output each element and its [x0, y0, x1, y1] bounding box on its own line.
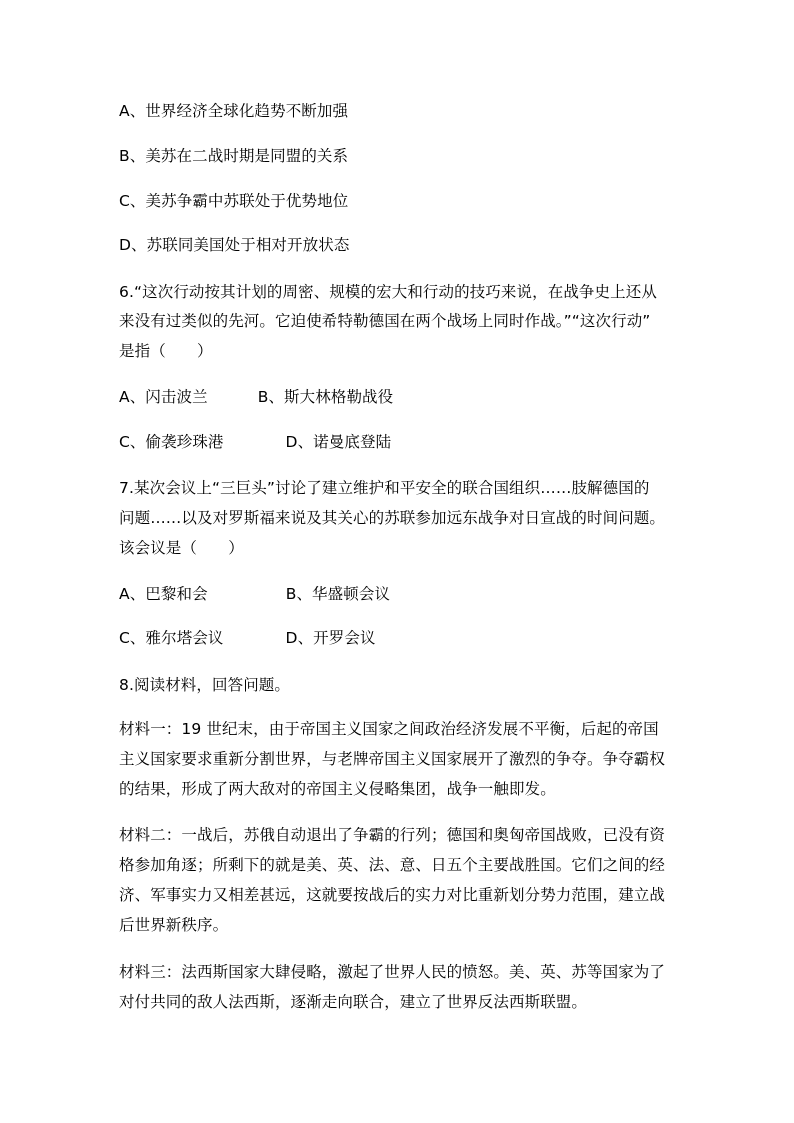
q6-stem-line-3: 是指（ ）	[119, 342, 213, 360]
q6-option-c: C、偷袭珍珠港	[119, 433, 224, 451]
q6-options-row-2	[119, 432, 391, 452]
q8-material3-line-2: 对付共同的敌人法西斯，逐渐走向联合，建立了世界反法西斯联盟。	[119, 993, 588, 1011]
q8-material2-line-2: 格参加角逐；所剩下的就是美、英、法、意、日五个主要战胜国。它们之间的经	[119, 856, 666, 874]
q8-material2-line-4: 后世界新秩序。	[119, 916, 229, 934]
q8-material3-line-1: 材料三：法西斯国家大肆侵略，激起了世界人民的愤怒。美、英、苏等国家为了	[119, 963, 666, 981]
q6-option-a: A、闪击波兰	[119, 388, 208, 406]
q7-option-a: A、巴黎和会	[119, 585, 208, 603]
q6-options-row-1	[119, 387, 393, 407]
q8-material2-line-3: 济、军事实力又相差甚远，这就要按战后的实力对比重新划分势力范围，建立战	[119, 886, 666, 904]
q8-stem: 8.阅读材料，回答问题。	[119, 676, 290, 694]
q7-options-row-1	[119, 584, 390, 604]
q5-option-b: B、美苏在二战时期是同盟的关系	[119, 147, 349, 165]
q5-option-c: C、美苏争霸中苏联处于优势地位	[119, 192, 349, 210]
q8-material1-line-2: 主义国家要求重新分割世界，与老牌帝国主义国家展开了激烈的争夺。争夺霸权	[119, 750, 666, 768]
q7-option-c: C、雅尔塔会议	[119, 629, 224, 647]
q6-option-b: B、斯大林格勒战役	[257, 388, 394, 406]
q7-stem-line-2: 问题……以及对罗斯福来说及其关心的苏联参加远东战争对日宣战的时间问题。	[119, 509, 666, 527]
q7-options-row-2	[119, 628, 376, 648]
q7-option-d: D、开罗会议	[285, 629, 376, 647]
q7-stem-line-1: 7.某次会议上“三巨头”讨论了建立维护和平安全的联合国组织……肢解德国的	[119, 479, 650, 497]
q5-option-a: A、世界经济全球化趋势不断加强	[119, 102, 349, 120]
q5-option-d: D、苏联同美国处于相对开放状态	[119, 236, 350, 254]
q8-material1-line-1: 材料一：19 世纪末，由于帝国主义国家之间政治经济发展不平衡，后起的帝国	[119, 720, 659, 738]
q6-stem-line-2: 来没有过类似的先河。它迫使希特勒德国在两个战场上同时作战。”“这次行动”	[119, 312, 651, 330]
q6-stem-line-1: 6.“这次行动按其计划的周密、规模的宏大和行动的技巧来说，在战争史上还从	[119, 283, 657, 301]
q8-material1-line-3: 的结果，形成了两大敌对的帝国主义侵略集团，战争一触即发。	[119, 780, 556, 798]
q6-option-d: D、诺曼底登陆	[285, 433, 392, 451]
q7-stem-line-3: 该会议是（ ）	[119, 539, 244, 557]
q8-material2-line-1: 材料二：一战后，苏俄自动退出了争霸的行列；德国和奥匈帝国战败，已没有资	[119, 826, 666, 844]
q7-option-b: B、华盛顿会议	[285, 585, 391, 603]
